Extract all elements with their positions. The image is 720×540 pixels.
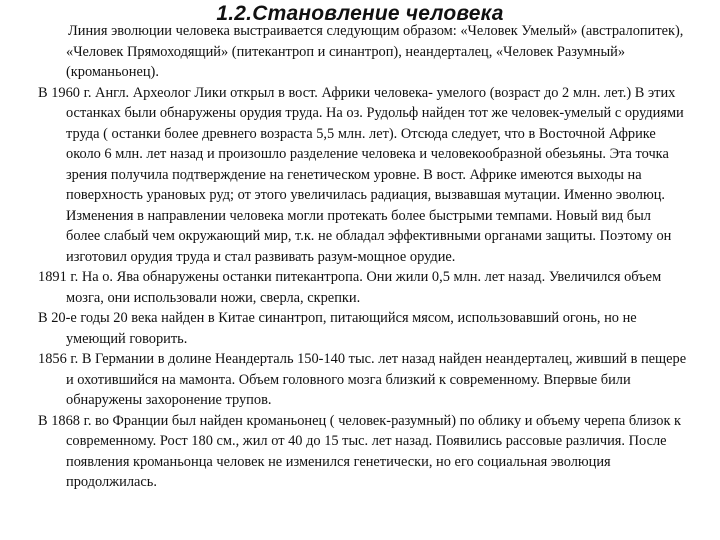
paragraph-1960-leakey: В 1960 г. Англ. Археолог Лики открыл в вост. Африки человека- умелого (возраст до 2 млн. лет.) В этих останках были обнаружены орудия труда. На оз. Рудольф найден тот же человек-умелый с орудиями труда ( останки более древнего возраста 5,5 млн. лет). Отсюда следует, что в Восточной Африке около 6 млн. лет назад и произошло разделение человека и человекообразной обезьяны. Эта точка зрения получила подтверждение на генетическом уровне. В вост. Африке имеются выходы на поверхность урановых руд; от этого увеличилась радиация, вызвавшая мутации. Именно эволюц. Изменения в направлении человека могли протекать более быстрыми темпами. Новый вид был более слабый чем окружающий мир, т.к. не обладал эффективными органами защиты. Поэтому он изготовил орудия труда и стал развивать разум-мощное орудие. <box>38 84 684 265</box>
slide-body <box>38 21 688 493</box>
paragraph-evolution-line: Линия эволюции человека выстраивается следующим образом: «Человек Умелый» (австралопитек), «Человек Прямоходящий» (питекантроп и синантроп), неандерталец, «Человек Разумный» (кроманьонец). <box>66 23 684 80</box>
paragraph-1856-neanderthal: 1856 г. В Германии в долине Неандерталь 150-140 тыс. лет назад найден неандерталец, живший в пещере и охотившийся на мамонта. Объем головного мозга близкий к современному. Впервые били обнаружены захоронение трупов. <box>38 351 687 408</box>
paragraph-1920s-sinanthropus: В 20-е годы 20 века найден в Китае синантроп, питающийся мясом, использовавший огонь, но не умеющий говорить. <box>38 310 637 347</box>
paragraph-1891-java: 1891 г. На о. Ява обнаружены останки питекантропа. Они жили 0,5 млн. лет назад. Увеличился объем мозга, они использовали ножи, сверла, скрепки. <box>38 269 662 306</box>
paragraph-1868-cromagnon: В 1868 г. во Франции был найден кроманьонец ( человек-разумный) по облику и объему черепа близок к современному. Рост 180 см., жил от 40 до 15 тыс. лет назад. Появились рассовые различия. После появления кроманьонца человек не изменился генетически, но его социальная эволюция продолжилась. <box>38 412 682 490</box>
slide-title: 1.2.Становление человека <box>216 2 504 25</box>
